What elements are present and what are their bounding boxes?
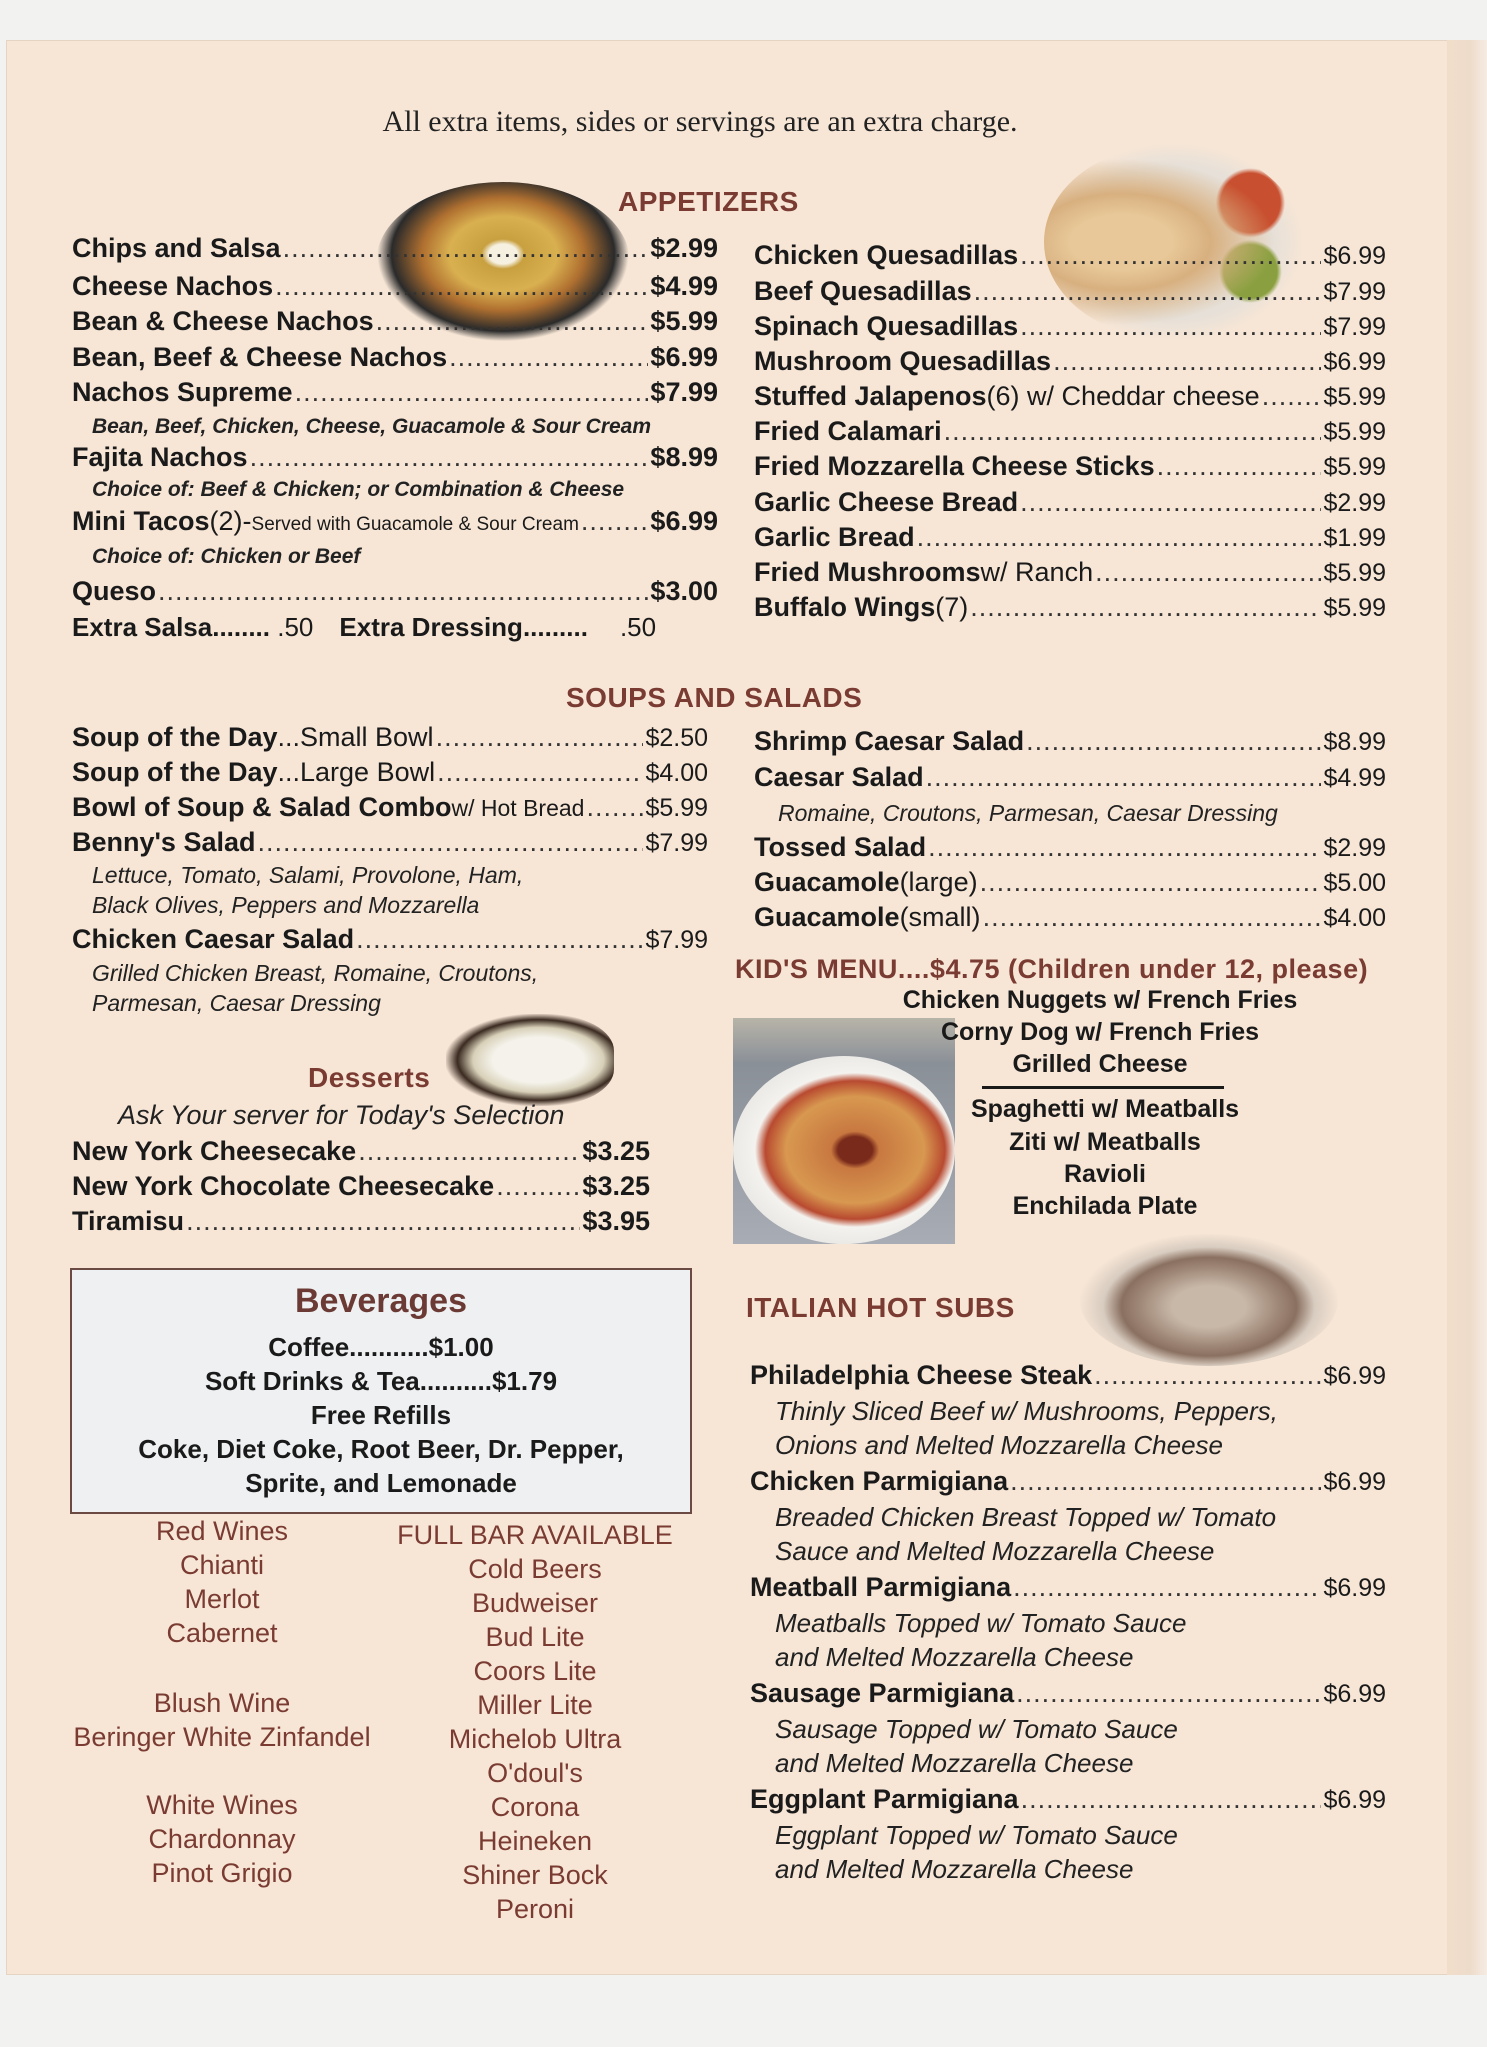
- beverage-line: Coke, Diet Coke, Root Beer, Dr. Pepper,: [138, 1434, 624, 1464]
- menu-item: Bean & Cheese Nachos ..... $5.99: [72, 306, 718, 337]
- beverage-line: Free Refills: [310, 1400, 452, 1430]
- wine-item: Chianti: [179, 1550, 265, 1580]
- kids-item: Enchilada Plate: [1012, 1192, 1198, 1220]
- bar-item: Cold Beers: [468, 1554, 602, 1584]
- wine-item: Blush Wine: [153, 1688, 291, 1718]
- bar-item: Heineken: [477, 1826, 593, 1856]
- menu-item: Nachos Supreme ..... $7.99: [72, 377, 718, 408]
- item-description: and Melted Mozzarella Cheese: [775, 1642, 1134, 1672]
- kids-menu-title: KID'S MENU....$4.75 (Children under 12, please): [735, 954, 1369, 984]
- menu-item: Eggplant Parmigiana ..... $6.99: [750, 1784, 1386, 1815]
- wine-item: White Wines: [146, 1790, 298, 1820]
- item-description: Breaded Chicken Breast Topped w/ Tomato: [775, 1502, 1277, 1532]
- soups-title: SOUPS AND SALADS: [566, 682, 863, 713]
- menu-item: Benny's Salad ..... $7.99: [72, 827, 708, 858]
- menu-item: Shrimp Caesar Salad ..... $8.99: [754, 726, 1386, 757]
- kids-item: Grilled Cheese: [1012, 1050, 1188, 1078]
- spaghetti-photo: [733, 1018, 955, 1244]
- desserts-title: Desserts: [308, 1062, 431, 1093]
- menu-item: Chicken Quesadillas ..... $6.99: [754, 240, 1386, 271]
- menu-item: Stuffed Jalapenos (6) w/ Cheddar cheese ..... $5.99: [754, 381, 1386, 412]
- bar-item: Bud Lite: [485, 1622, 585, 1652]
- item-description: Onions and Melted Mozzarella Cheese: [775, 1430, 1224, 1460]
- menu-item: Fried Mushrooms w/ Ranch ..... $5.99: [754, 557, 1386, 588]
- menu-item: Chicken Parmigiana ..... $6.99: [750, 1466, 1386, 1497]
- menu-item: Guacamole (large) ..... $5.00: [754, 867, 1386, 898]
- item-description: Sauce and Melted Mozzarella Cheese: [775, 1536, 1215, 1566]
- kids-item: Spaghetti w/ Meatballs: [970, 1095, 1240, 1123]
- cheesecake-photo: [446, 1014, 614, 1106]
- bar-item: Miller Lite: [477, 1690, 593, 1720]
- extra-charge-note: All extra items, sides or servings are an extra charge.: [382, 105, 1018, 138]
- beverage-line: Coffee...........$1.00: [268, 1332, 494, 1362]
- menu-item: Fried Mozzarella Cheese Sticks ..... $5.99: [754, 451, 1386, 482]
- item-description: Thinly Sliced Beef w/ Mushrooms, Peppers,: [775, 1396, 1278, 1426]
- kids-divider: [982, 1086, 1224, 1089]
- wine-item: Cabernet: [166, 1618, 278, 1648]
- bar-item: FULL BAR AVAILABLE: [397, 1520, 673, 1550]
- desserts-note: Ask Your server for Today's Selection: [118, 1100, 565, 1130]
- menu-item: Bean, Beef & Cheese Nachos ..... $6.99: [72, 342, 718, 373]
- item-description: Sausage Topped w/ Tomato Sauce: [775, 1714, 1178, 1744]
- bar-item: Michelob Ultra: [448, 1724, 622, 1754]
- menu-item: New York Chocolate Cheesecake ..... $3.25: [72, 1171, 650, 1202]
- kids-item: Ravioli: [1064, 1160, 1146, 1188]
- menu-item: Bowl of Soup & Salad Combo w/ Hot Bread ..... $5.99: [72, 792, 708, 823]
- menu-item: Buffalo Wings (7) ..... $5.99: [754, 592, 1386, 623]
- beverages-title: Beverages: [294, 1282, 467, 1320]
- item-description: Choice of: Chicken or Beef: [92, 545, 361, 568]
- item-description: Bean, Beef, Chicken, Cheese, Guacamole & Sour Cream: [92, 415, 652, 438]
- menu-item: Tossed Salad ..... $2.99: [754, 832, 1386, 863]
- subs-title: ITALIAN HOT SUBS: [746, 1292, 1015, 1323]
- bar-item: Shiner Bock: [462, 1860, 608, 1890]
- wine-item: Red Wines: [155, 1516, 289, 1546]
- item-description: and Melted Mozzarella Cheese: [775, 1748, 1134, 1778]
- menu-item: Chicken Caesar Salad ..... $7.99: [72, 924, 708, 955]
- menu-item: Queso ..... $3.00: [72, 576, 718, 607]
- beverages-box: [70, 1268, 692, 1514]
- menu-item: Cheese Nachos ..... $4.99: [72, 271, 718, 302]
- wine-item: Merlot: [184, 1584, 260, 1614]
- menu-item: Guacamole (small) ..... $4.00: [754, 902, 1386, 933]
- bar-item: Coors Lite: [473, 1656, 597, 1686]
- menu-item: Beef Quesadillas ..... $7.99: [754, 276, 1386, 307]
- page-edge: [1447, 40, 1487, 1975]
- item-description: Eggplant Topped w/ Tomato Sauce: [775, 1820, 1178, 1850]
- item-description: Black Olives, Peppers and Mozzarella: [92, 892, 480, 918]
- menu-item: Soup of the Day ...Large Bowl ..... $4.00: [72, 757, 708, 788]
- wine-item: Chardonnay: [148, 1824, 296, 1854]
- menu-item: Fajita Nachos ..... $8.99: [72, 442, 718, 473]
- menu-item: Soup of the Day ...Small Bowl ..... $2.50: [72, 722, 708, 753]
- menu-item: Spinach Quesadillas ..... $7.99: [754, 311, 1386, 342]
- menu-item: Chips and Salsa ..... $2.99: [72, 233, 718, 264]
- menu-item: Tiramisu ..... $3.95: [72, 1206, 650, 1237]
- appetizers-title: APPETIZERS: [618, 186, 799, 217]
- kids-item: Corny Dog w/ French Fries: [940, 1018, 1260, 1046]
- menu-item: Fried Calamari ..... $5.99: [754, 416, 1386, 447]
- menu-item: Garlic Cheese Bread ..... $2.99: [754, 487, 1386, 518]
- bar-item: Peroni: [495, 1894, 575, 1924]
- bar-item: O'doul's: [487, 1758, 583, 1788]
- menu-item: Mini Tacos (2)- Served with Guacamole & Sour Cream ..... $6.99: [72, 506, 718, 537]
- menu-item: Philadelphia Cheese Steak ..... $6.99: [750, 1360, 1386, 1391]
- menu-item: Sausage Parmigiana ..... $6.99: [750, 1678, 1386, 1709]
- sub-photo: [1080, 1234, 1338, 1366]
- wine-item: Beringer White Zinfandel: [73, 1722, 371, 1752]
- beverage-line: Soft Drinks & Tea..........$1.79: [204, 1366, 558, 1396]
- kids-item: Ziti w/ Meatballs: [1009, 1128, 1201, 1156]
- item-description: Grilled Chicken Breast, Romaine, Croutons,: [92, 960, 539, 986]
- bar-item: Corona: [490, 1792, 580, 1822]
- bar-item: Budweiser: [471, 1588, 599, 1618]
- item-description: Meatballs Topped w/ Tomato Sauce: [775, 1608, 1187, 1638]
- menu-item: Caesar Salad ..... $4.99: [754, 762, 1386, 793]
- item-description: Lettuce, Tomato, Salami, Provolone, Ham,: [92, 862, 524, 888]
- menu-item: New York Cheesecake ..... $3.25: [72, 1136, 650, 1167]
- menu-item: Garlic Bread ..... $1.99: [754, 522, 1386, 553]
- wine-item: Pinot Grigio: [151, 1858, 293, 1888]
- menu-item: Mushroom Quesadillas ..... $6.99: [754, 346, 1386, 377]
- menu-item: Meatball Parmigiana ..... $6.99: [750, 1572, 1386, 1603]
- item-description: Romaine, Croutons, Parmesan, Caesar Dressing: [778, 800, 1278, 826]
- item-description: and Melted Mozzarella Cheese: [775, 1854, 1134, 1884]
- extras-line: Extra Salsa........ .50 Extra Dressing......... .50: [72, 612, 657, 642]
- item-description: Parmesan, Caesar Dressing: [92, 990, 381, 1016]
- item-description: Choice of: Beef & Chicken; or Combination & Cheese: [92, 478, 625, 501]
- beverage-line: Sprite, and Lemonade: [245, 1468, 517, 1498]
- kids-item: Chicken Nuggets w/ French Fries: [902, 986, 1298, 1014]
